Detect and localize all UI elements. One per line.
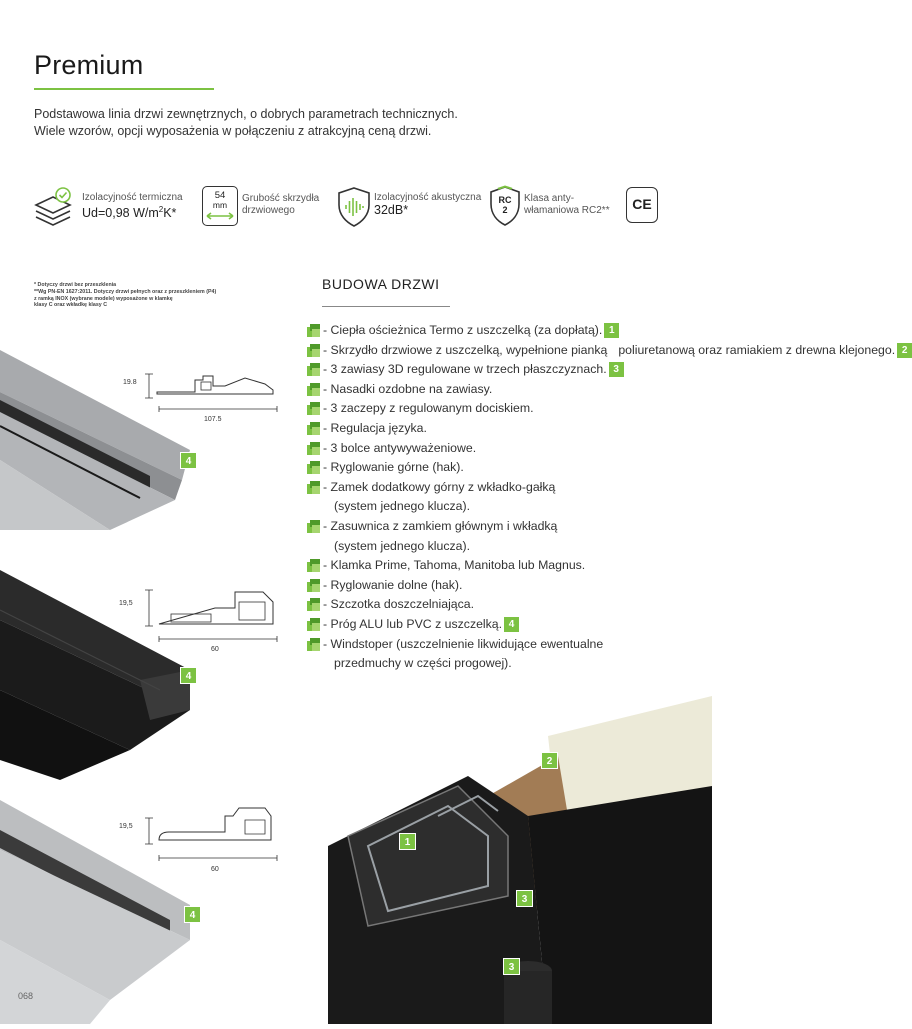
feature-thermal xyxy=(30,183,200,231)
construction-heading: BUDOWA DRZWI xyxy=(322,276,440,292)
badge-1: 1 xyxy=(399,833,416,850)
light-width-dim: 60 xyxy=(211,866,219,873)
title-underline xyxy=(34,88,214,90)
burglary-line: Klasa anty- xyxy=(524,193,575,204)
thermal-value: Ud=0,98 $W/m^2K*$ xyxy=(82,205,177,221)
threshold-pvc-profile xyxy=(155,584,285,634)
door-thickness-icon: 54 mm xyxy=(202,186,238,226)
door-section-photo xyxy=(328,696,712,1024)
construction-item-text: - Próg ALU lub PVC z uszczelką. xyxy=(323,616,503,631)
threshold-light xyxy=(0,790,300,1024)
construction-item-continuation: (system jednego klucza). xyxy=(334,538,471,553)
construction-underline xyxy=(322,306,450,307)
thickness-text xyxy=(242,193,319,217)
green-bullet-icon xyxy=(307,442,320,455)
badge-4: 4 xyxy=(184,906,201,923)
item-number-badge: 3 xyxy=(609,362,624,377)
construction-item xyxy=(307,556,707,576)
construction-item-text: - Nasadki ozdobne na zawiasy. xyxy=(323,381,493,396)
construction-item-text: - 3 bolce antywyważeniowe. xyxy=(323,440,477,455)
construction-item xyxy=(307,380,707,400)
intro-text xyxy=(34,106,494,140)
construction-item xyxy=(307,517,707,556)
features-row xyxy=(30,183,690,231)
footnote-line: z ramką INOX (wybrane modele) wyposażone w klamkę xyxy=(34,295,173,302)
badge-3: 3 xyxy=(503,958,520,975)
construction-item-text: - Zasuwnica z zamkiem głównym i wkładką xyxy=(323,518,558,533)
burglary-line: włamaniowa RC2** xyxy=(524,205,610,216)
construction-item-text: - Klamka Prime, Tahoma, Manitoba lub Magnus. xyxy=(323,558,586,573)
green-bullet-icon xyxy=(307,383,320,396)
threshold-alu xyxy=(0,330,300,530)
intro-line: Podstawowa linia drzwi zewnętrznych, o dobrych parametrach technicznych. xyxy=(34,107,458,121)
badge-3: 3 xyxy=(516,890,533,907)
acoustic-text xyxy=(374,192,481,216)
construction-item xyxy=(307,458,707,478)
construction-item-text: - Windstoper (uszczelnienie likwidujące ewentualne xyxy=(323,636,604,651)
threshold-light-profile xyxy=(155,800,285,850)
intro-line: Wiele wzorów, opcji wyposażenia w połączeniu z atrakcyjną ceną drzwi. xyxy=(34,124,432,138)
badge-4: 4 xyxy=(180,667,197,684)
construction-item-text: - Szczotka doszczelniająca. xyxy=(323,597,475,612)
footnote-line: **Wg PN-EN 1627:2011. Dotyczy drzwi pełnych oraz z przeszkleniem (P4) xyxy=(34,288,217,295)
item-number-badge: 4 xyxy=(504,617,519,632)
page-number: 068 xyxy=(18,991,34,1001)
green-bullet-icon xyxy=(307,402,320,415)
green-bullet-icon xyxy=(307,481,320,494)
rc2-shield-icon: RC 2 xyxy=(488,185,522,227)
feature-ce xyxy=(626,183,660,231)
construction-item-continuation: poliuretanową oraz ramiakiem z drewna klejonego. xyxy=(618,342,896,357)
construction-item xyxy=(307,341,908,361)
green-bullet-icon xyxy=(307,579,320,592)
construction-item xyxy=(307,419,707,439)
item-number-badge: 1 xyxy=(604,323,619,338)
acoustic-label: Izolacyjność akustyczna xyxy=(374,192,482,203)
construction-item-text: - Zamek dodatkowy górny z wkładko-gałką xyxy=(323,479,556,494)
burglary-text xyxy=(524,193,610,217)
green-bullet-icon xyxy=(307,638,320,651)
construction-item xyxy=(307,399,707,419)
alu-width-dim: 107.5 xyxy=(204,416,222,423)
construction-item-text: - Regulacja języka. xyxy=(323,420,427,435)
construction-item-text: - Ryglowanie dolne (hak). xyxy=(323,577,463,592)
green-bullet-icon xyxy=(307,422,320,435)
construction-item xyxy=(307,321,707,341)
green-bullet-icon xyxy=(307,618,320,631)
thickness-line: drzwiowego xyxy=(242,205,295,216)
green-bullet-icon xyxy=(307,461,320,474)
thermal-label: Izolacyjność termiczna xyxy=(82,192,183,203)
item-number-badge: 2 xyxy=(897,343,912,358)
badge-4: 4 xyxy=(180,452,197,469)
footnote-line: * Dotyczy drzwi bez przeszklenia xyxy=(34,282,117,288)
thermal-layers-icon xyxy=(30,185,76,229)
construction-item xyxy=(307,576,707,596)
construction-item-text: - 3 zaczepy z regulowanym dociskiem. xyxy=(323,401,534,416)
green-bullet-icon xyxy=(307,520,320,533)
construction-item xyxy=(307,360,707,380)
alu-height-dim: 19.8 xyxy=(123,379,137,386)
footnotes xyxy=(34,282,244,309)
light-height-dim: 19,5 xyxy=(119,823,133,830)
feature-acoustic xyxy=(336,183,486,231)
construction-item xyxy=(307,635,707,674)
threshold-alu-illustration xyxy=(0,330,300,530)
acoustic-value: 32dB* xyxy=(374,203,409,217)
pvc-height-dim: 19,5 xyxy=(119,600,133,607)
construction-item-text: - 3 zawiasy 3D regulowane w trzech płaszczyznach. xyxy=(323,362,607,377)
thickness-line: Grubość skrzydła xyxy=(242,193,320,204)
footnote-line: klasy C oraz wkładkę klasy C xyxy=(34,302,108,309)
green-bullet-icon xyxy=(307,324,320,337)
feature-thickness xyxy=(200,183,340,231)
page-title: Premium xyxy=(34,50,144,80)
threshold-alu-profile xyxy=(155,370,285,410)
threshold-pvc xyxy=(0,560,300,780)
green-bullet-icon xyxy=(307,598,320,611)
ce-mark-icon: CE xyxy=(626,187,658,223)
green-bullet-icon xyxy=(307,559,320,572)
construction-item-continuation: przedmuchy w części progowej). xyxy=(334,656,512,671)
thermal-text xyxy=(82,192,183,219)
pvc-width-dim: 60 xyxy=(211,646,219,653)
construction-item-text: - Ciepła ościeżnica Termo z uszczelką (za dopłatą). xyxy=(323,323,603,337)
feature-burglary xyxy=(486,183,626,231)
door-section-illustration xyxy=(328,696,712,1024)
construction-item xyxy=(307,439,707,459)
construction-item-text: - Ryglowanie górne (hak). xyxy=(323,460,464,475)
construction-item xyxy=(307,595,707,615)
badge-2: 2 xyxy=(541,752,558,769)
construction-item-continuation: (system jednego klucza). xyxy=(334,499,471,514)
green-bullet-icon xyxy=(307,363,320,376)
construction-item xyxy=(307,478,707,517)
green-bullet-icon xyxy=(307,344,320,357)
construction-item xyxy=(307,615,707,635)
construction-list xyxy=(307,321,908,674)
construction-item-text: - Skrzydło drzwiowe z uszczelką, wypełnione pianką xyxy=(323,342,608,357)
